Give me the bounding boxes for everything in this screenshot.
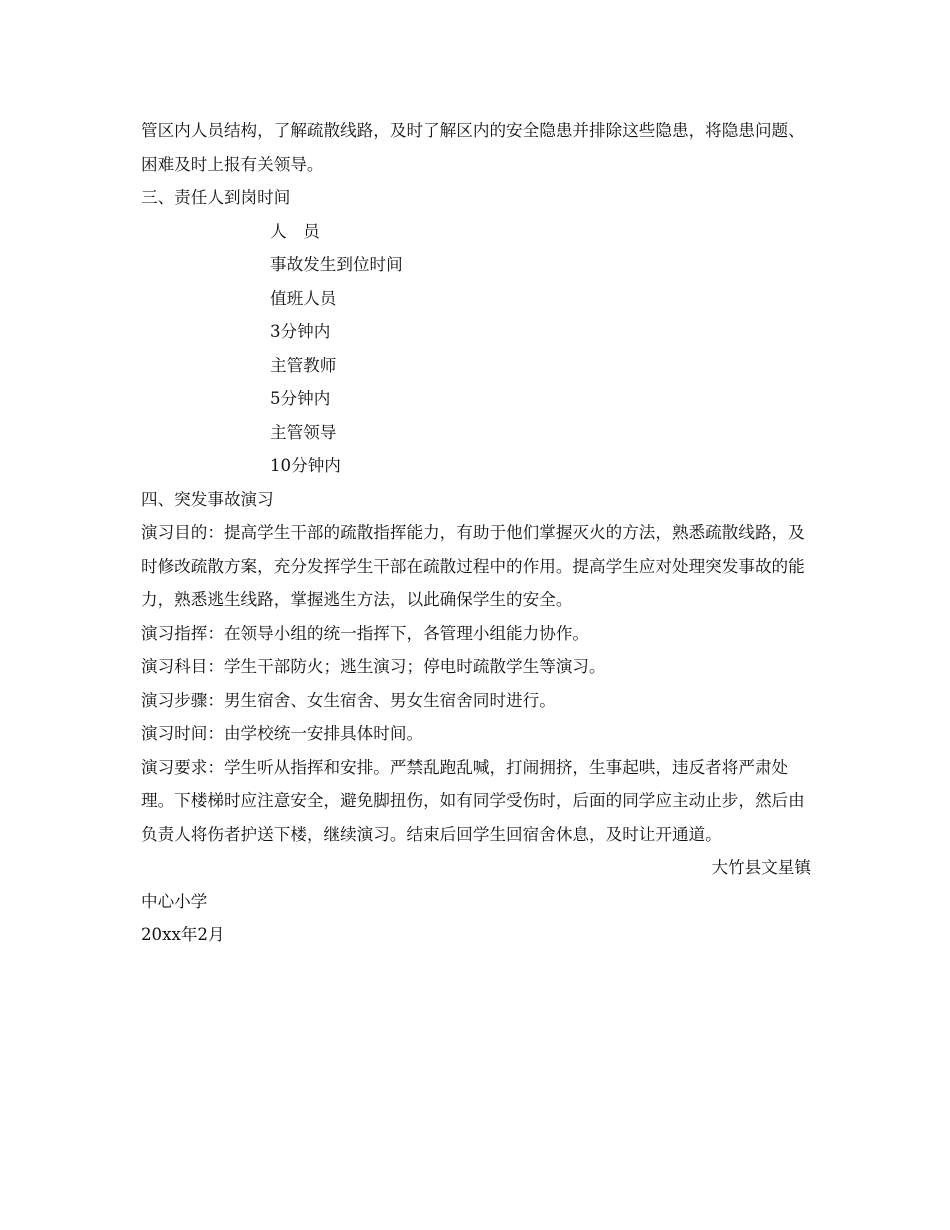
paragraph-continuation: 管区内人员结构，了解疏散线路，及时了解区内的安全隐患并排除这些隐患，将隐患问题、困难及时上报有关领导。	[141, 121, 805, 174]
table-cell-duty-staff: 值班人员	[270, 288, 337, 308]
table-cell-supervising-leader-time: 10分钟内	[270, 456, 341, 475]
drill-command-paragraph: 演习指挥：在领导小组的统一指挥下，各管理小组能力协作。	[141, 623, 590, 643]
table-cell-supervising-leader: 主管领导	[270, 422, 337, 442]
drill-time-paragraph: 演习时间：由学校统一安排具体时间。	[141, 724, 424, 743]
table-cell-header-personnel: 人 员	[270, 221, 320, 241]
arrival-time-table	[141, 215, 811, 483]
table-cell-duty-staff-time: 3分钟内	[270, 322, 331, 341]
document-date: 20xx年2月	[141, 925, 225, 944]
drill-requirements-paragraph: 演习要求：学生听从指挥和安排。严禁乱跑乱喊，打闹拥挤，生事起哄，违反者将严肃处理。下楼梯时应注意安全，避免脚扭伤，如有同学受伤时，后面的同学应主动止步，然后由负责人将伤者护送下楼，继续演习。结束后回学生回宿舍休息，及时让开通道。	[141, 757, 805, 844]
drill-purpose-paragraph: 演习目的：提高学生干部的疏散指挥能力，有助于他们掌握灭火的方法，熟悉疏散线路，及时修改疏散方案，充分发挥学生干部在疏散过程中的作用。提高学生应对处理突发事故的能力，熟悉逃生线路，掌握逃生方法，以此确保学生的安全。	[141, 523, 805, 609]
drill-subjects-paragraph: 演习科目：学生干部防火；逃生演习；停电时疏散学生等演习。	[141, 657, 606, 676]
signature-line-1: 大竹县文星镇	[711, 858, 811, 877]
document-body	[141, 114, 811, 952]
section-heading-3: 三、责任人到岗时间	[141, 188, 291, 207]
table-cell-supervising-teacher-time: 5分钟内	[270, 389, 331, 408]
section-heading-4: 四、突发事故演习	[141, 489, 274, 509]
table-cell-supervising-teacher: 主管教师	[270, 355, 337, 375]
signature-line-2: 中心小学	[141, 891, 208, 911]
table-cell-header-arrival-time: 事故发生到位时间	[270, 255, 403, 274]
drill-steps-paragraph: 演习步骤：男生宿舍、女生宿舍、男女生宿舍同时进行。	[141, 690, 556, 710]
